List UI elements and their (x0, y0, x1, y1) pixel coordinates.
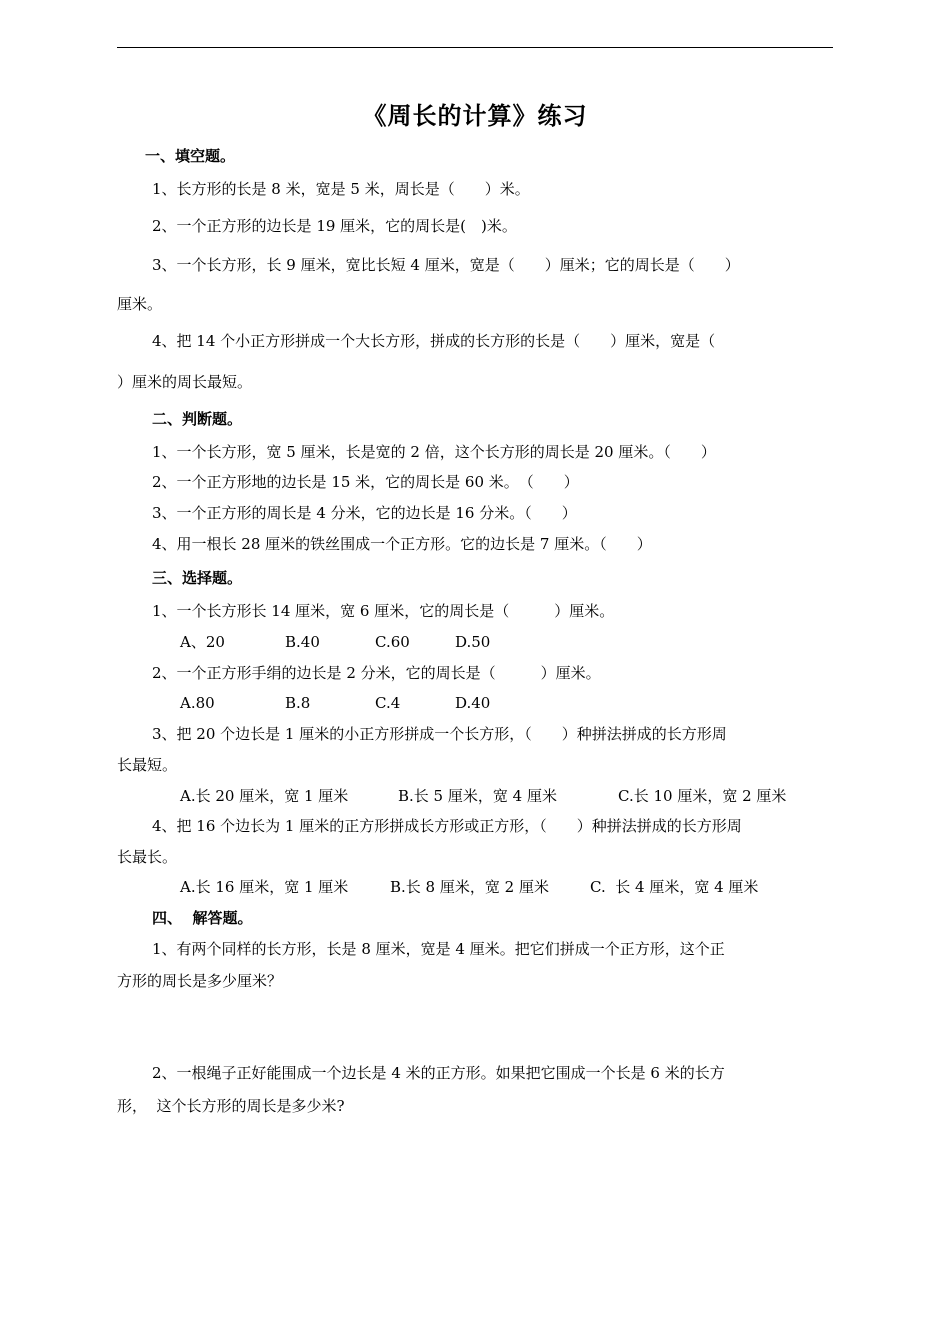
option-3-2-a: A.80 (180, 694, 215, 712)
question-3-3: 3、把 20 个边长是 1 厘米的小正方形拼成一个长方形，（ ）种拼法拼成的长方形周 (152, 725, 727, 743)
section-heading-choice: 三、选择题。 (152, 569, 243, 587)
question-3-4: 4、把 16 个边长为 1 厘米的正方形拼成长方形或正方形，（ ）种拼法拼成的长方形周 (152, 817, 742, 835)
question-1-4-cont: ）厘米的周长最短。 (117, 373, 253, 391)
page-title: 《周长的计算》练习 (362, 102, 588, 130)
option-3-4-a: A.长 16 厘米，宽 1 厘米 (180, 878, 349, 896)
option-3-3-c: C.长 10 厘米，宽 2 厘米 (618, 787, 787, 805)
question-4-1-cont: 方形的周长是多少厘米？ (117, 972, 283, 990)
option-3-3-b: B.长 5 厘米，宽 4 厘米 (398, 787, 557, 805)
question-3-1: 1、一个长方形长 14 厘米，宽 6 厘米，它的周长是（ ）厘米。 (152, 602, 615, 620)
option-3-1-b: B.40 (285, 633, 320, 651)
question-1-3: 3、一个长方形，长 9 厘米，宽比长短 4 厘米，宽是（ ）厘米；它的周长是（ ） (152, 256, 740, 274)
option-3-1-a: A、20 (180, 633, 225, 651)
question-1-1: 1、长方形的长是 8 米，宽是 5 米，周长是（ ）米。 (152, 180, 530, 198)
question-1-3-cont: 厘米。 (117, 295, 163, 313)
question-4-2: 2、一根绳子正好能围成一个边长是 4 米的正方形。如果把它围成一个长是 6 米的长方 (152, 1064, 725, 1082)
section-heading-solve: 四、 解答题。 (152, 909, 253, 927)
question-1-4: 4、把 14 个小正方形拼成一个大长方形，拼成的长方形的长是（ ）厘米，宽是（ (152, 332, 716, 350)
option-3-4-b: B.长 8 厘米，宽 2 厘米 (390, 878, 549, 896)
question-3-3-cont: 长最短。 (117, 756, 178, 774)
option-3-1-d: D.50 (455, 633, 491, 651)
question-2-2: 2、一个正方形地的边长是 15 米，它的周长是 60 米。 （ ） (152, 473, 579, 491)
option-3-2-d: D.40 (455, 694, 491, 712)
header-rule (117, 47, 833, 48)
question-2-3: 3、一个正方形的周长是 4 分米，它的边长是 16 分米。（ ） (152, 504, 577, 522)
option-3-2-c: C.4 (375, 694, 401, 712)
question-1-2: 2、一个正方形的边长是 19 厘米，它的周长是( )米。 (152, 217, 517, 235)
section-heading-true-false: 二、判断题。 (152, 410, 243, 428)
option-3-1-c: C.60 (375, 633, 410, 651)
question-3-4-cont: 长最长。 (117, 848, 178, 866)
option-3-3-a: A.长 20 厘米，宽 1 厘米 (180, 787, 349, 805)
question-2-1: 1、一个长方形，宽 5 厘米，长是宽的 2 倍，这个长方形的周长是 20 厘米。（ ） (152, 443, 716, 461)
question-2-4: 4、用一根长 28 厘米的铁丝围成一个正方形。它的边长是 7 厘米。（ ） (152, 535, 652, 553)
question-4-1: 1、有两个同样的长方形，长是 8 厘米，宽是 4 厘米。把它们拼成一个正方形，这个正 (152, 940, 725, 958)
section-heading-fill-in: 一、填空题。 (145, 147, 236, 165)
question-3-2: 2、一个正方形手绢的边长是 2 分米，它的周长是（ ）厘米。 (152, 664, 601, 682)
question-4-2-cont: 形， 这个长方形的周长是多少米? (117, 1097, 345, 1115)
option-3-4-c: C. 长 4 厘米，宽 4 厘米 (590, 878, 759, 896)
option-3-2-b: B.8 (285, 694, 311, 712)
